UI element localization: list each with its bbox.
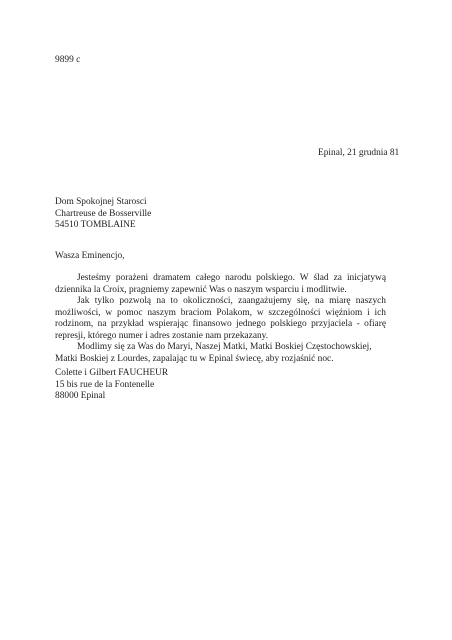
reference-number: 9899 c (55, 55, 81, 65)
recipient-line: Dom Spokojnej Starosci (55, 197, 147, 207)
body-paragraph: Modlimy się za Was do Maryi, Naszej Matki, Matki Boskiej Częstochowskiej, Matki Boskiej z Lourdes, zapalając tu w Epinal świecę, aby rozjaśnić noc. (55, 342, 372, 364)
sender-line: 88000 Epinal (55, 391, 106, 401)
body-paragraph: Jesteśmy porażeni dramatem całego narodu polskiego. W ślad za inicjatywą dziennika la Croix, pragniemy zapewnić Was o naszym wsparciu i modlitwie. (55, 273, 386, 295)
salutation: Wasza Eminencjo, (55, 251, 125, 261)
recipient-address (55, 197, 151, 232)
sender-address (55, 368, 168, 403)
recipient-line: 54510 TOMBLAINE (55, 220, 136, 230)
sender-line: 15 bis rue de la Fontenelle (55, 379, 155, 390)
recipient-line: Chartreuse de Bosserville (55, 208, 152, 219)
letter-body (55, 273, 386, 365)
sender-line: Colette i Gilbert FAUCHEUR (55, 368, 169, 378)
body-paragraph: Jak tylko pozwolą na to okoliczności, zaangażujemy się, na miarę naszych możliwości, w pomoc naszym braciom Polakom, w szczególności więźniom i ich rodzinom, na przykład wspierając finansowo jednego polskiego przyjaciela - ofiarę represji, którego numer i adres zostanie nam przekazany. (55, 296, 386, 341)
place-and-date: Epinal, 21 grudnia 81 (318, 148, 400, 158)
